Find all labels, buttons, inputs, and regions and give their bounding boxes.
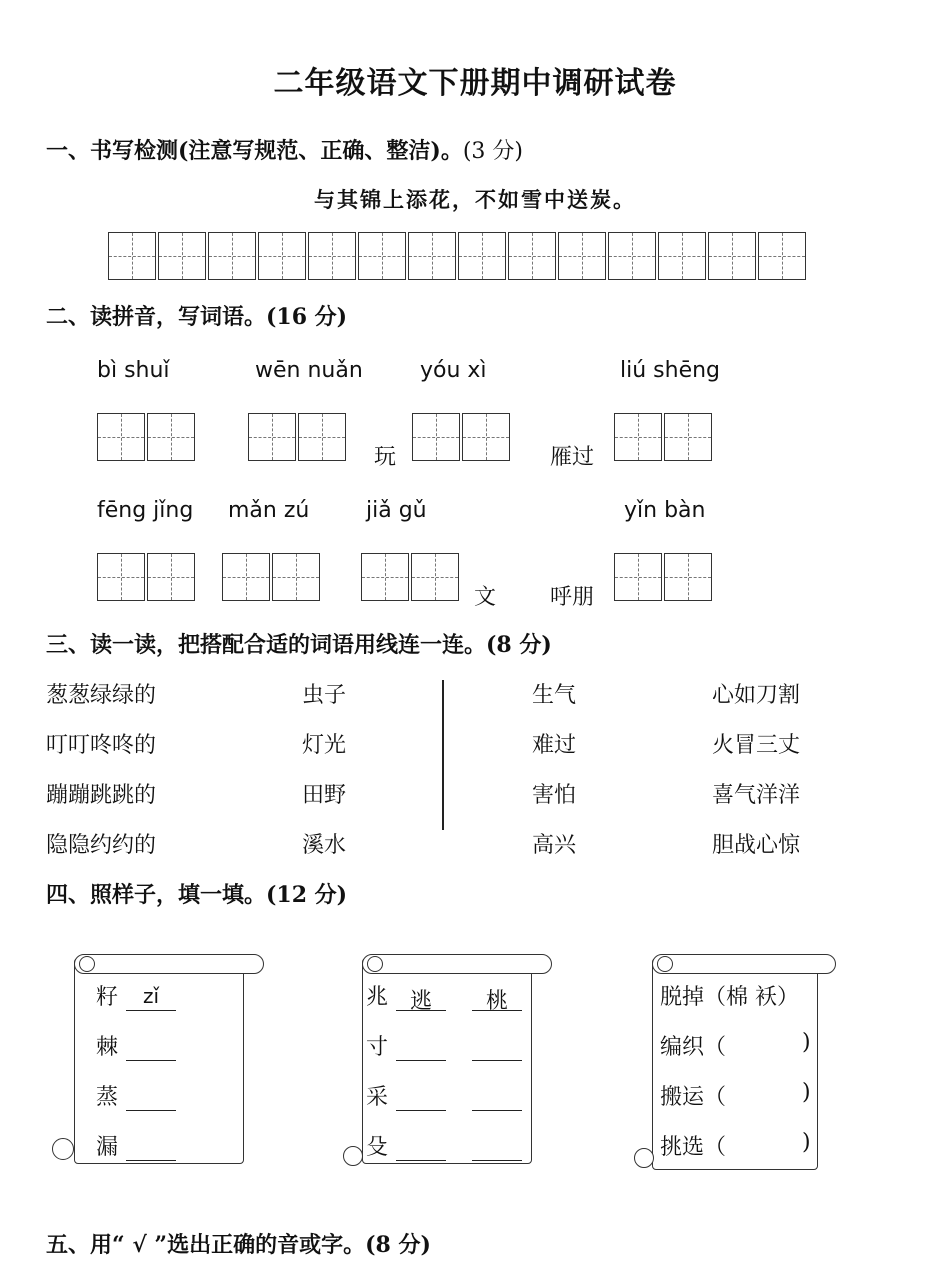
match-left-2[interactable]: 叮叮咚咚的: [46, 733, 157, 758]
scroll-1-blank-4[interactable]: [126, 1134, 176, 1161]
word-cell[interactable]: [97, 553, 145, 601]
scroll-2-blank-4b[interactable]: [472, 1134, 522, 1161]
scroll-2-blank-3b[interactable]: [472, 1084, 522, 1111]
scroll-3-close-4: ): [802, 1130, 811, 1155]
scroll-1-char-1: 籽: [96, 985, 119, 1010]
scroll-2-char-4: 殳: [366, 1135, 389, 1160]
match-noun-2[interactable]: 灯光: [302, 733, 347, 758]
scroll-1-top-roll: [74, 954, 264, 974]
scroll-2-char-3: 采: [366, 1085, 389, 1110]
match-idiom-4[interactable]: 胆战心惊: [712, 833, 801, 858]
word-cell[interactable]: [411, 553, 459, 601]
scroll-1-char-4: 漏: [96, 1135, 119, 1160]
writing-cell[interactable]: [558, 232, 606, 280]
section4-heading: 四、照样子，填一填。(12 分): [46, 882, 348, 908]
word-cell[interactable]: [248, 413, 296, 461]
match-idiom-3[interactable]: 喜气洋洋: [712, 783, 801, 808]
scroll-2-blank-2b[interactable]: [472, 1034, 522, 1061]
scroll-3-item-3: 搬运（: [660, 1085, 727, 1110]
section1-heading: 一、书写检测(注意写规范、正确、整洁)。(3 分): [46, 138, 523, 164]
match-left-1[interactable]: 葱葱绿绿的: [46, 683, 157, 708]
word-cell[interactable]: [361, 553, 409, 601]
writing-cell[interactable]: [458, 232, 506, 280]
word-cell[interactable]: [412, 413, 460, 461]
scroll-1-top-curl: [79, 956, 95, 972]
writing-cell[interactable]: [758, 232, 806, 280]
writing-cell[interactable]: [208, 232, 256, 280]
scroll-2-char-2: 寸: [366, 1035, 389, 1060]
scroll-2-top-roll: [362, 954, 552, 974]
scroll-1-char-2: 棘: [96, 1035, 119, 1060]
match-idiom-2[interactable]: 火冒三丈: [712, 733, 801, 758]
scroll-2-example-1: 逃: [396, 984, 446, 1011]
scroll-3-top-curl: [657, 956, 673, 972]
match-feeling-3[interactable]: 害怕: [532, 783, 577, 808]
word-cell[interactable]: [614, 413, 662, 461]
writing-cell[interactable]: [358, 232, 406, 280]
pinyin-5: fēng jǐng: [97, 498, 194, 523]
writing-cell[interactable]: [158, 232, 206, 280]
scroll-2-blank-4a[interactable]: [396, 1134, 446, 1161]
writing-cell[interactable]: [508, 232, 556, 280]
match-feeling-1[interactable]: 生气: [532, 683, 577, 708]
scroll-2-bottom-curl: [343, 1146, 363, 1166]
scroll-3-top-roll: [652, 954, 836, 974]
scroll-2-top-curl: [367, 956, 383, 972]
scroll-2-blank-3a[interactable]: [396, 1084, 446, 1111]
hint-wan: 玩: [374, 445, 397, 470]
word-cell[interactable]: [272, 553, 320, 601]
match-left-4[interactable]: 隐隐约约的: [46, 833, 157, 858]
pinyin-1: bì shuǐ: [97, 358, 170, 383]
hint-hupeng: 呼朋: [550, 585, 595, 610]
pinyin-4: liú shēng: [620, 358, 721, 383]
section3-heading: 三、读一读，把搭配合适的词语用线连一连。(8 分): [46, 632, 552, 658]
scroll-1-blank-2[interactable]: [126, 1034, 176, 1061]
writing-cell[interactable]: [608, 232, 656, 280]
word-cell[interactable]: [222, 553, 270, 601]
scroll-2-blank-2a[interactable]: [396, 1034, 446, 1061]
scroll-3-item-2: 编织（: [660, 1035, 727, 1060]
match-feeling-2[interactable]: 难过: [532, 733, 577, 758]
scroll-3-bottom-curl: [634, 1148, 654, 1168]
pinyin-8: yǐn bàn: [624, 498, 706, 523]
word-cell[interactable]: [147, 413, 195, 461]
match-feeling-4[interactable]: 高兴: [532, 833, 577, 858]
match-noun-3[interactable]: 田野: [302, 783, 347, 808]
scroll-3-item-4: 挑选（: [660, 1135, 727, 1160]
scroll-1-blank-3[interactable]: [126, 1084, 176, 1111]
hint-wen: 文: [474, 585, 497, 610]
section1-points: (3 分): [462, 139, 523, 164]
match-noun-1[interactable]: 虫子: [302, 683, 347, 708]
word-cell[interactable]: [614, 553, 662, 601]
word-cell[interactable]: [97, 413, 145, 461]
writing-cell[interactable]: [108, 232, 156, 280]
scroll-2-char-1: 兆: [366, 985, 389, 1010]
pinyin-7: jiǎ gǔ: [366, 498, 427, 523]
pinyin-3: yóu xì: [420, 358, 487, 383]
match-left-3[interactable]: 蹦蹦跳跳的: [46, 783, 157, 808]
section5-heading: 五、用“ √ ”选出正确的音或字。(8 分): [46, 1232, 431, 1258]
page-title: 二年级语文下册期中调研试卷: [273, 66, 677, 101]
scroll-2-example-2: 桃: [472, 984, 522, 1011]
word-cell[interactable]: [147, 553, 195, 601]
motto-sentence: 与其锦上添花，不如雪中送炭。: [314, 187, 636, 212]
pinyin-2: wēn nuǎn: [255, 358, 363, 383]
hint-yanguo: 雁过: [550, 445, 595, 470]
scroll-3-close-2: ): [802, 1030, 811, 1055]
word-cell[interactable]: [298, 413, 346, 461]
word-cell[interactable]: [664, 553, 712, 601]
scroll-1-char-3: 蒸: [96, 1085, 119, 1110]
writing-cell[interactable]: [658, 232, 706, 280]
word-cell[interactable]: [664, 413, 712, 461]
word-cell[interactable]: [462, 413, 510, 461]
pinyin-6: mǎn zú: [228, 498, 310, 523]
writing-cell[interactable]: [708, 232, 756, 280]
writing-cell[interactable]: [408, 232, 456, 280]
column-divider: [442, 680, 444, 830]
scroll-1-bottom-curl: [52, 1138, 74, 1160]
match-idiom-1[interactable]: 心如刀割: [712, 683, 801, 708]
scroll-3-close-3: ): [802, 1080, 811, 1105]
writing-cell[interactable]: [258, 232, 306, 280]
writing-cell[interactable]: [308, 232, 356, 280]
section2-heading: 二、读拼音，写词语。(16 分): [46, 304, 348, 330]
scroll-1-example-answer: zǐ: [126, 984, 176, 1011]
scroll-3-item-1: 脱掉（棉 袄）: [660, 985, 799, 1010]
match-noun-4[interactable]: 溪水: [302, 833, 347, 858]
